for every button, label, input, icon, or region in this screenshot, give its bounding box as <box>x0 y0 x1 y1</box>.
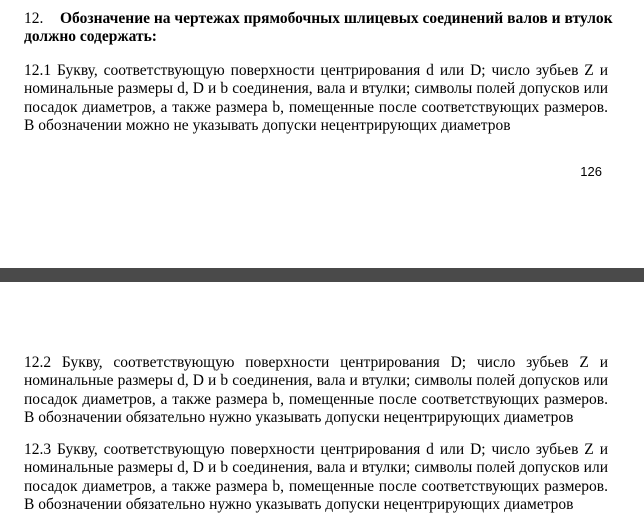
question-number: 12. <box>24 10 44 27</box>
page-separator <box>0 268 644 282</box>
answer-option-2: 12.2 Букву, соответствующую поверхности центрирования D; число зубьев Z и номинальные размеры d, D и b соединения, вала и втулки; символы полей допусков или посадок диаметров, а также размера b, помещенные после соответствующих размеров. В обозначении обязательно нужно указывать допуски нецентрирующих диаметров <box>24 354 608 427</box>
page-bottom <box>0 282 644 514</box>
page-number: 126 <box>580 164 602 179</box>
answer-option-1: 12.1 Букву, соответствующую поверхности центрирования d или D; число зубьев Z и номинальные размеры d, D и b соединения, вала и втулки; символы полей допусков или посадок диаметров, а также размера b, помещенные после соответствующих размеров. В обозначении можно не указывать допуски нецентрирующих диаметров <box>24 62 608 135</box>
question-heading <box>24 10 614 46</box>
answer-option-3: 12.3 Букву, соответствующую поверхности центрирования d или D; число зубьев Z и номинальные размеры d, D и b соединения, вала и втулки; символы полей допусков или посадок диаметров, а также размера b, помещенные после соответствующих размеров. В обозначении обязательно нужно указывать допуски нецентрирующих диаметров <box>24 441 608 514</box>
question-text: Обозначение на чертежах прямобочных шлицевых соединений валов и втулок должно содержать: <box>24 10 613 45</box>
